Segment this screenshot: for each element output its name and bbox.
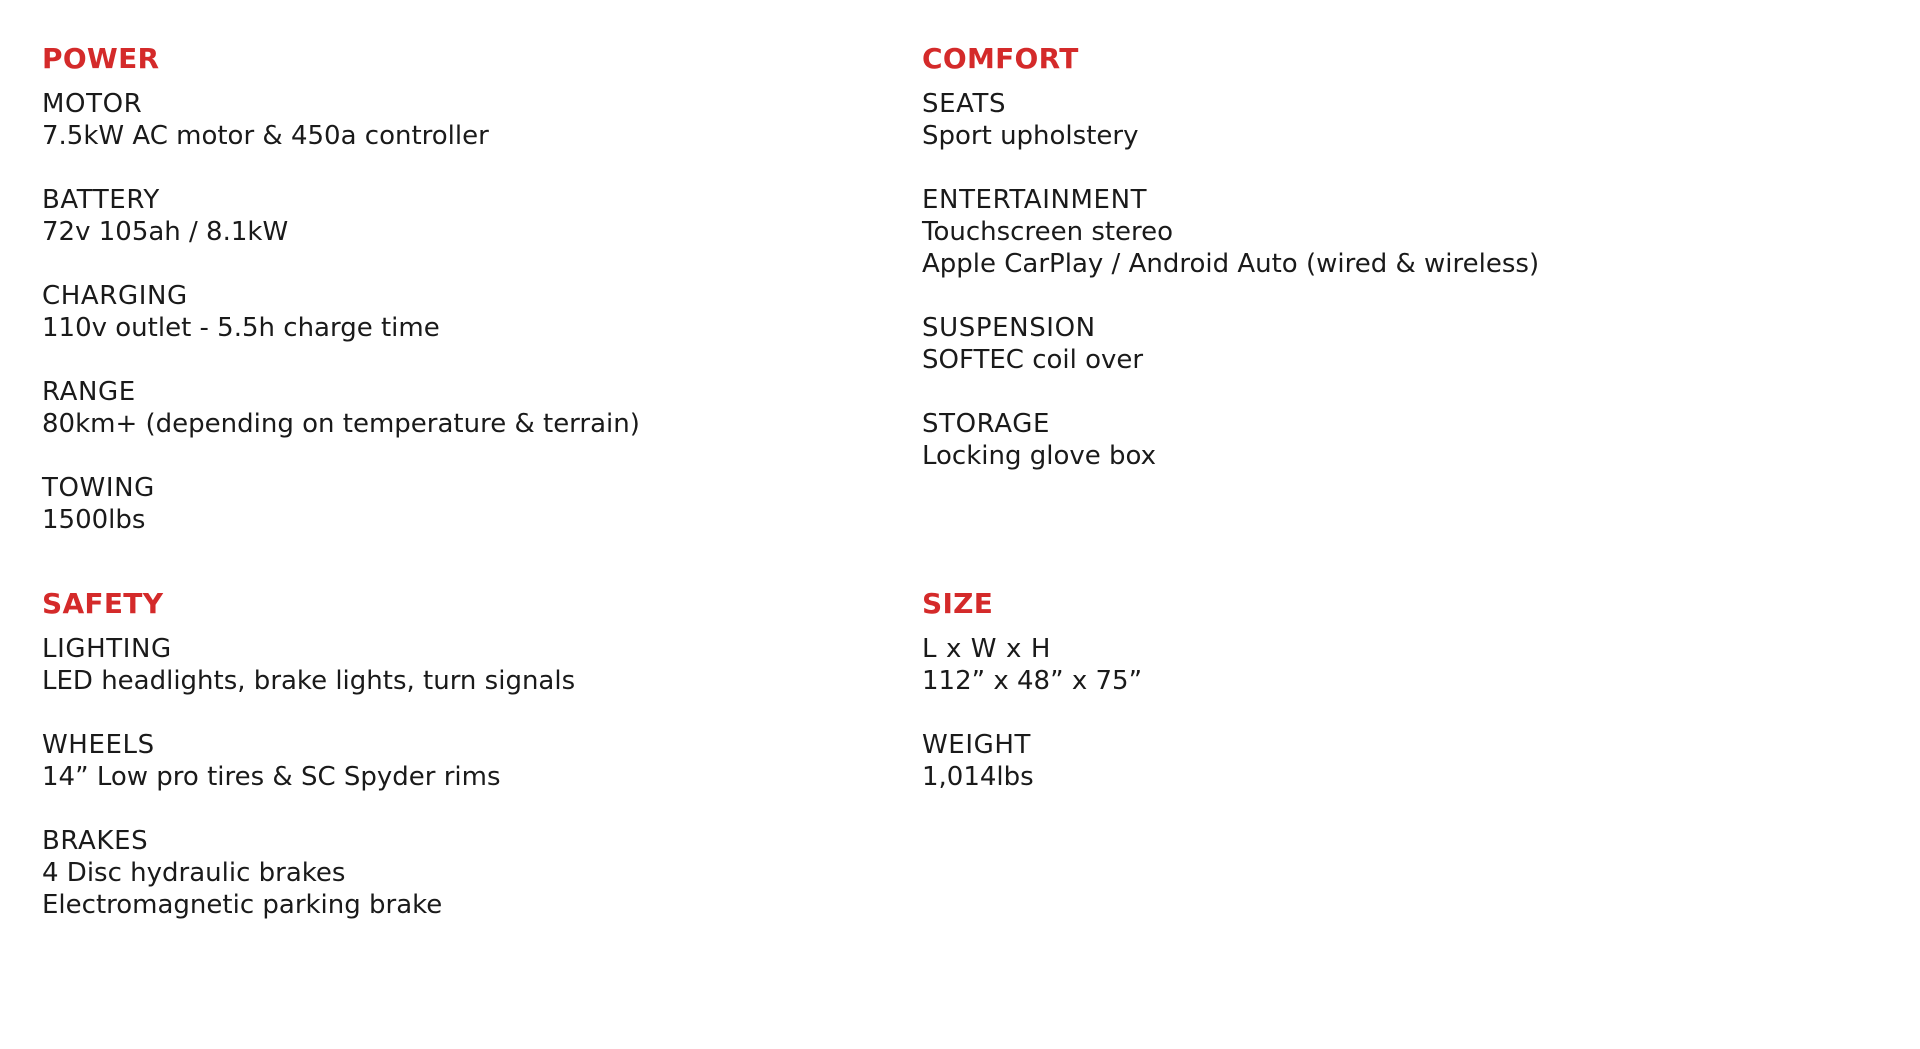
spec-label: BATTERY bbox=[42, 185, 160, 215]
spec-value: Apple CarPlay / Android Auto (wired & wireless) bbox=[922, 249, 1540, 279]
spec-label: SUSPENSION bbox=[922, 313, 1096, 343]
spec-value: 72v 105ah / 8.1kW bbox=[42, 217, 289, 247]
spec-label: WEIGHT bbox=[922, 730, 1031, 760]
spec-label: MOTOR bbox=[42, 89, 143, 119]
spec-battery bbox=[42, 184, 902, 248]
spec-value: Electromagnetic parking brake bbox=[42, 890, 443, 920]
spec-label: LIGHTING bbox=[42, 634, 172, 664]
spec-towing bbox=[42, 472, 902, 536]
spec-label: TOWING bbox=[42, 473, 155, 503]
spec-range bbox=[42, 376, 902, 440]
section-comfort bbox=[922, 40, 1782, 504]
spec-seats bbox=[922, 88, 1782, 152]
section-power bbox=[42, 40, 902, 568]
spec-wheels bbox=[42, 729, 902, 793]
section-title-power: POWER bbox=[42, 42, 160, 75]
spec-weight bbox=[922, 729, 1782, 793]
section-title-size: SIZE bbox=[922, 587, 994, 620]
spec-label: STORAGE bbox=[922, 409, 1050, 439]
spec-motor bbox=[42, 88, 902, 152]
spec-value: 112” x 48” x 75” bbox=[922, 666, 1143, 696]
spec-value: SOFTEC coil over bbox=[922, 345, 1144, 375]
section-title-comfort: COMFORT bbox=[922, 42, 1079, 75]
spec-label: L x W x H bbox=[922, 634, 1051, 664]
spec-charging bbox=[42, 280, 902, 344]
spec-label: RANGE bbox=[42, 377, 136, 407]
spec-suspension bbox=[922, 312, 1782, 376]
spec-brakes bbox=[42, 825, 902, 921]
spec-label: CHARGING bbox=[42, 281, 188, 311]
spec-value: 1,014lbs bbox=[922, 762, 1034, 792]
section-safety bbox=[42, 585, 902, 953]
spec-value: Locking glove box bbox=[922, 441, 1157, 471]
section-title-safety: SAFETY bbox=[42, 587, 164, 620]
spec-label: BRAKES bbox=[42, 826, 149, 856]
spec-value: 1500lbs bbox=[42, 505, 146, 535]
spec-value: 4 Disc hydraulic brakes bbox=[42, 858, 346, 888]
spec-lighting bbox=[42, 633, 902, 697]
section-size bbox=[922, 585, 1782, 825]
spec-value: LED headlights, brake lights, turn signals bbox=[42, 666, 576, 696]
spec-dimensions bbox=[922, 633, 1782, 697]
spec-label: ENTERTAINMENT bbox=[922, 185, 1148, 215]
spec-value: 14” Low pro tires & SC Spyder rims bbox=[42, 762, 501, 792]
spec-value: 80km+ (depending on temperature & terrain) bbox=[42, 409, 640, 439]
spec-value: 7.5kW AC motor & 450a controller bbox=[42, 121, 489, 151]
spec-label: SEATS bbox=[922, 89, 1007, 119]
spec-entertainment bbox=[922, 184, 1782, 280]
spec-label: WHEELS bbox=[42, 730, 155, 760]
spec-storage bbox=[922, 408, 1782, 472]
spec-value: Touchscreen stereo bbox=[922, 217, 1174, 247]
spec-value: 110v outlet - 5.5h charge time bbox=[42, 313, 440, 343]
spec-value: Sport upholstery bbox=[922, 121, 1139, 151]
